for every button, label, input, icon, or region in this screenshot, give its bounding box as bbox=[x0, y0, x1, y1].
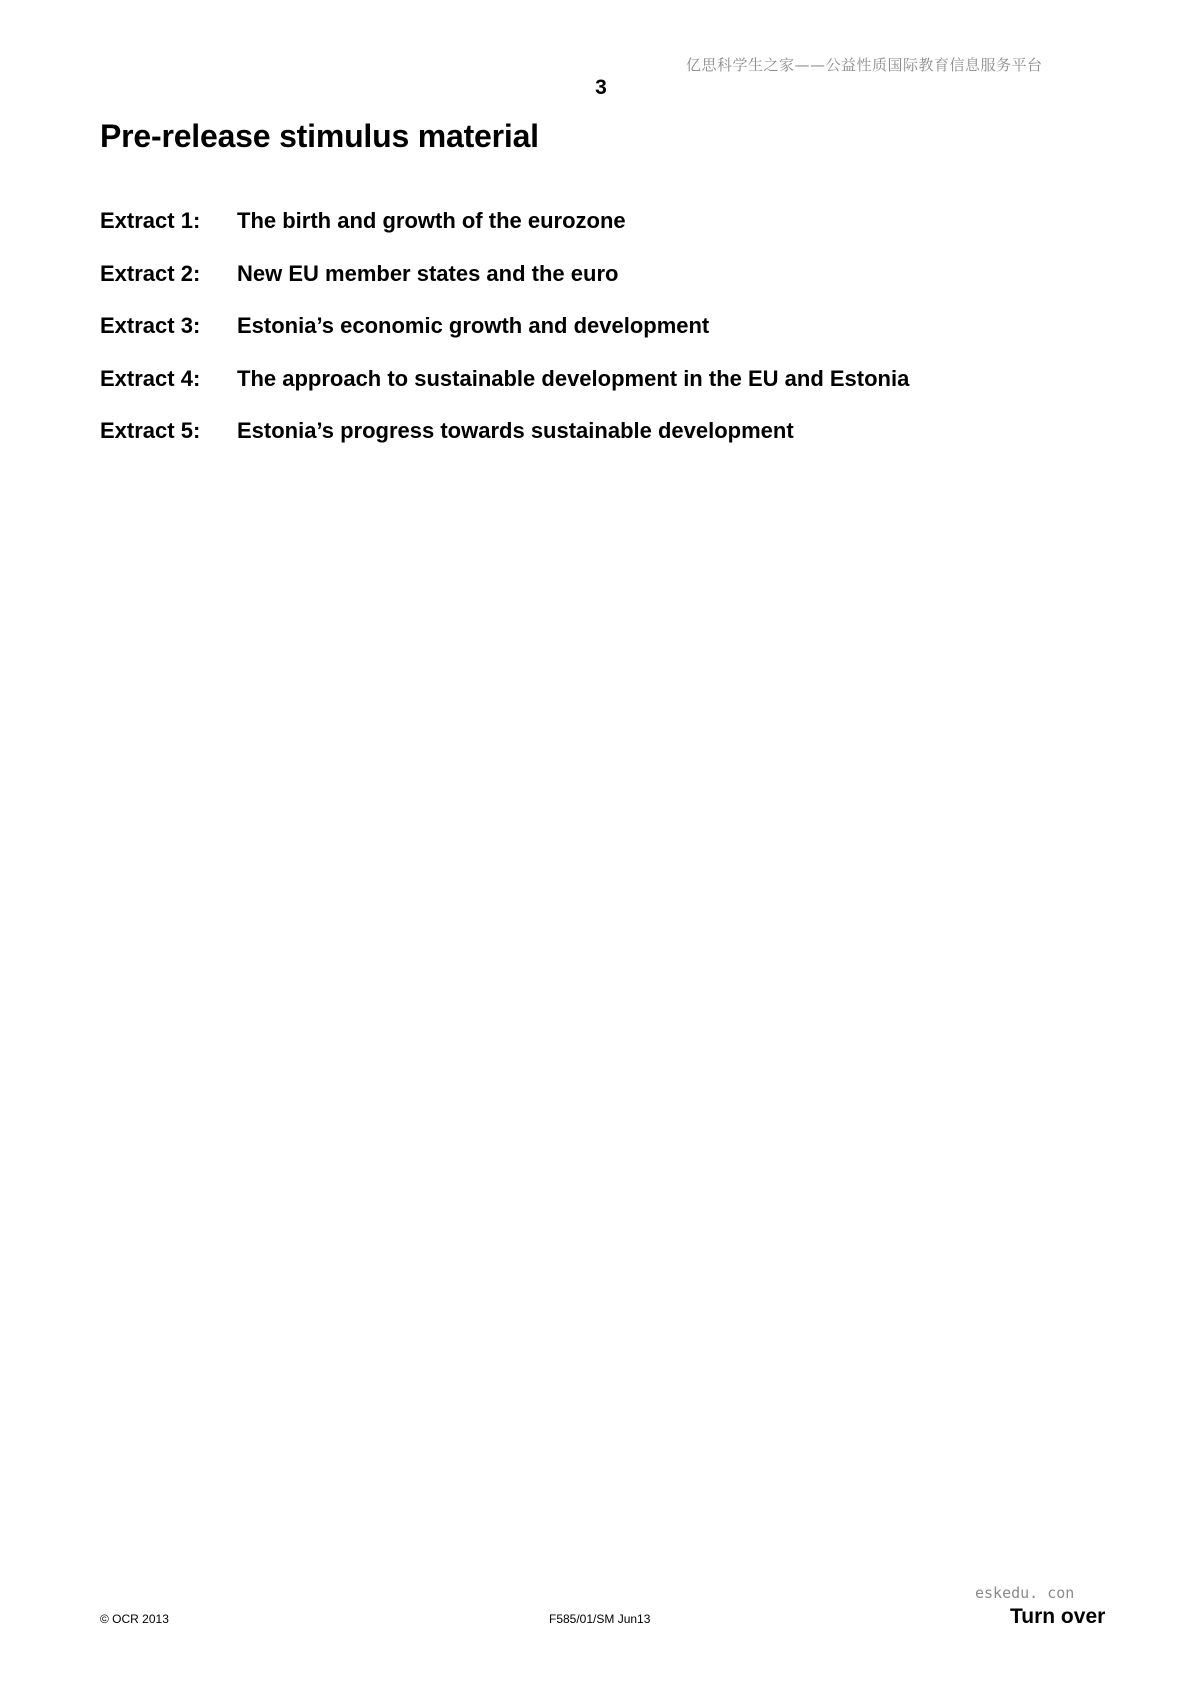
extract-label: Extract 4: bbox=[100, 365, 201, 391]
extract-title: Estonia’s progress towards sustainable development bbox=[237, 418, 794, 443]
extract-item-5 bbox=[100, 418, 1100, 471]
extract-label: Extract 2: bbox=[100, 260, 201, 286]
extract-title: Estonia’s economic growth and development bbox=[237, 313, 710, 338]
extract-title: New EU member states and the euro bbox=[237, 260, 619, 286]
extract-item-2 bbox=[100, 261, 1100, 314]
turn-over-label: Turn over bbox=[1010, 1605, 1106, 1628]
page-title: Pre-release stimulus material bbox=[100, 118, 539, 154]
extract-label: Extract 5: bbox=[100, 418, 201, 443]
extract-list bbox=[100, 208, 1100, 471]
footer-paper-code: F585/01/SM Jun13 bbox=[549, 1612, 651, 1626]
footer-copyright: © OCR 2013 bbox=[100, 1612, 169, 1626]
extract-label: Extract 1: bbox=[100, 208, 201, 233]
extract-label: Extract 3: bbox=[100, 313, 201, 338]
extract-item-1 bbox=[100, 208, 1100, 261]
extract-item-3 bbox=[100, 313, 1100, 366]
extract-title: The birth and growth of the eurozone bbox=[237, 208, 626, 233]
extract-title: The approach to sustainable development in the EU and Estonia bbox=[237, 365, 910, 391]
footer-watermark: eskedu. con bbox=[975, 1584, 1075, 1602]
header-watermark: 亿思科学生之家——公益性质国际教育信息服务平台 bbox=[686, 56, 1043, 74]
page-number: 3 bbox=[595, 76, 607, 99]
extract-item-4 bbox=[100, 366, 1100, 419]
